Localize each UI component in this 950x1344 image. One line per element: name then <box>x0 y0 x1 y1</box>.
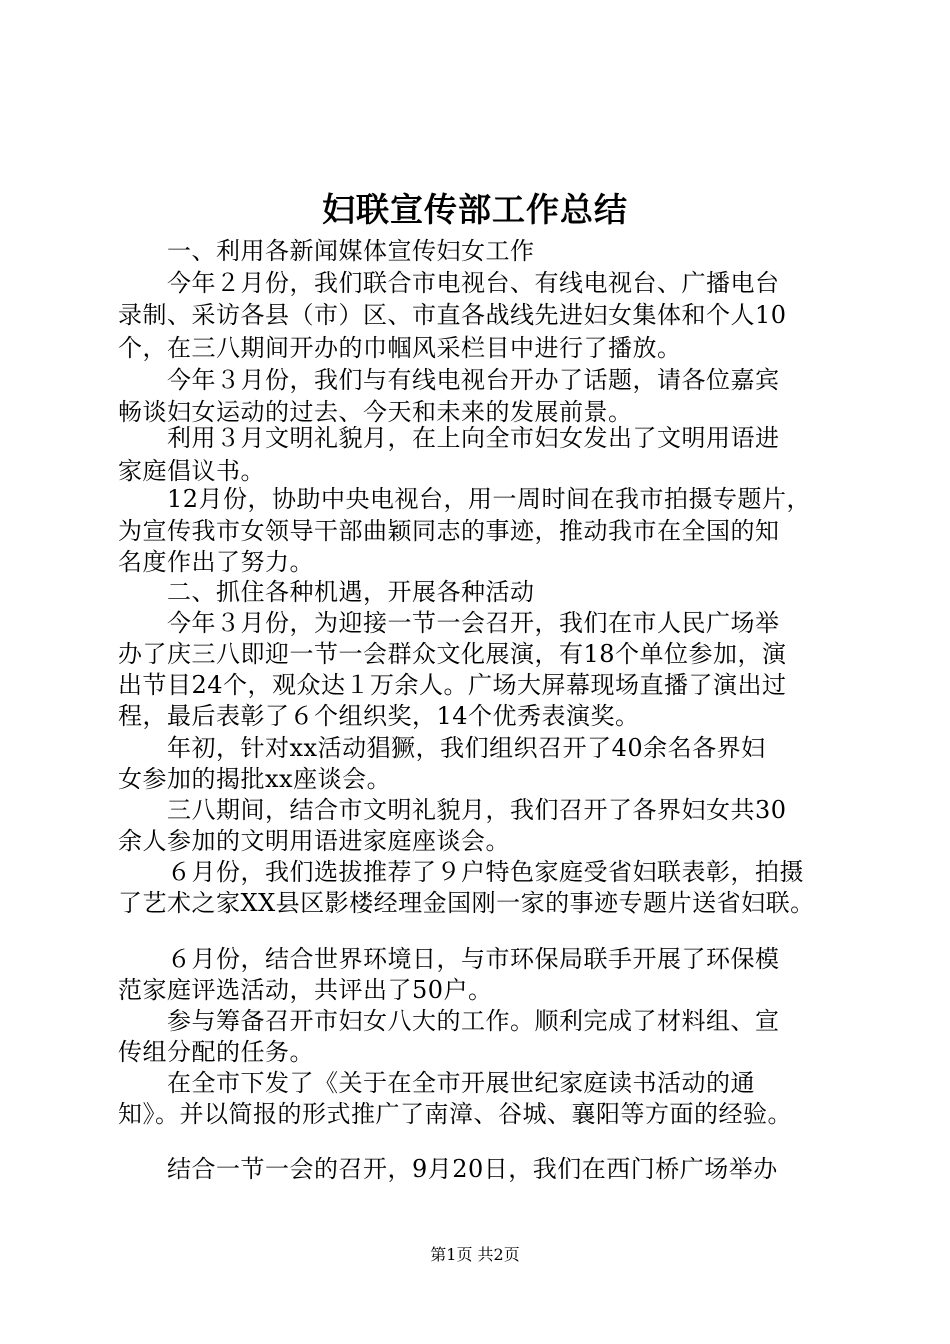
body-line: 名度作出了努力。 <box>118 548 314 576</box>
body-line: ６月份，我们选拔推荐了９户特色家庭受省妇联表彰，拍摄 <box>118 858 804 886</box>
page-number-footer: 第1页 共2页 <box>430 1245 520 1264</box>
body-line: 一、利用各新闻媒体宣传妇女工作 <box>118 237 535 265</box>
document-title: 妇联宣传部工作总结 <box>322 190 628 229</box>
body-line: 结合一节一会的召开，9月20日，我们在西门桥广场举办 <box>118 1155 778 1183</box>
body-line: 三八期间，结合市文明礼貌月，我们召开了各界妇女共30 <box>118 796 787 824</box>
body-line: 利用３月文明礼貌月，在上向全市妇女发出了文明用语进 <box>118 424 780 452</box>
body-line: 出节目24个，观众达１万余人。广场大屏幕现场直播了演出过 <box>118 671 787 699</box>
body-line: ６月份，结合世界环境日，与市环保局联手开展了环保模 <box>118 945 780 973</box>
body-line: 在全市下发了《关于在全市开展世纪家庭读书活动的通 <box>118 1069 755 1097</box>
body-line: 个，在三八期间开办的巾帼风采栏目中进行了播放。 <box>118 334 682 362</box>
body-line: 了艺术之家XX县区影楼经理金国刚一家的事迹专题片送省妇联。 <box>118 889 815 917</box>
body-line: 年初，针对xx活动猖獗，我们组织召开了40余名各界妇 <box>118 734 766 762</box>
body-line: 12月份，协助中央电视台，用一周时间在我市拍摄专题片， <box>118 485 812 513</box>
body-line: 女参加的揭批xx座谈会。 <box>118 765 392 793</box>
body-line: 参与筹备召开市妇女八大的工作。顺利完成了材料组、宣 <box>118 1007 780 1035</box>
body-line: 范家庭评选活动，共评出了50户。 <box>118 976 493 1004</box>
body-line: 知》。并以简报的形式推广了南漳、谷城、襄阳等方面的经验。 <box>118 1100 792 1128</box>
body-line: 今年２月份，我们联合市电视台、有线电视台、广播电台 <box>118 269 780 297</box>
body-line: 程，最后表彰了６个组织奖，14个优秀表演奖。 <box>118 702 640 730</box>
body-line: 今年３月份，我们与有线电视台开办了话题，请各位嘉宾 <box>118 366 780 394</box>
body-line: 录制、采访各县（市）区、市直各战线先进妇女集体和个人10 <box>118 301 787 329</box>
body-line: 余人参加的文明用语进家庭座谈会。 <box>118 827 510 855</box>
section-heading: 二、抓住各种机遇，开展各种活动 <box>118 578 535 606</box>
body-line: 今年３月份，为迎接一节一会召开，我们在市人民广场举 <box>118 609 780 637</box>
body-line: 畅谈妇女运动的过去、今天和未来的发展前景。 <box>118 398 633 426</box>
body-line: 传组分配的任务。 <box>118 1038 314 1066</box>
body-line: 家庭倡议书。 <box>118 457 265 485</box>
body-line: 办了庆三八即迎一节一会群众文化展演，有18个单位参加，演 <box>118 640 787 668</box>
body-line: 为宣传我市女领导干部曲颖同志的事迹，推动我市在全国的知 <box>118 517 780 545</box>
